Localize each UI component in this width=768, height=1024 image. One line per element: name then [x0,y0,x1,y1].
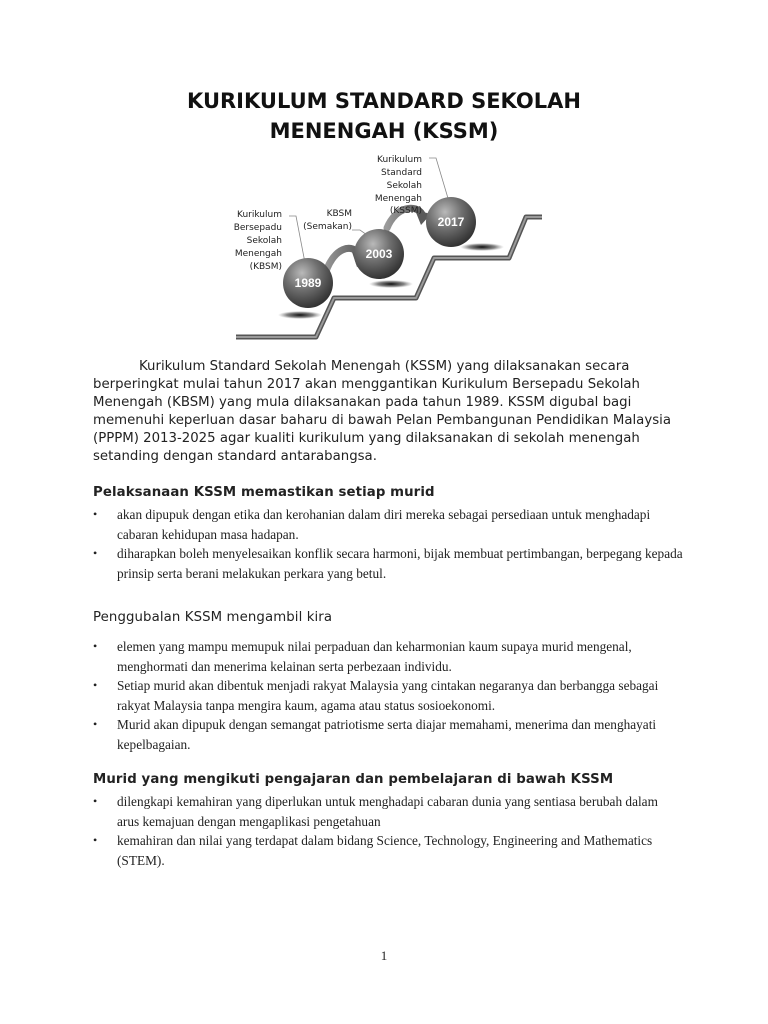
label-line: Sekolah [246,236,282,246]
list-item-text: Murid akan dipupuk dengan semangat patriotisme serta diajar memahami, menerima dan menghayati kepelbagaian. [117,717,657,752]
bullet-icon: • [93,678,98,692]
list-item-text: akan dipupuk dengan etika dan kerohanian dalam diri mereka sebagai persediaan untuk menghadapi cabaran kehidupan masa hadapan. [117,507,651,542]
label-kbsm-semakan [303,209,352,232]
bullet-icon: • [93,833,98,847]
bullet-icon: • [93,507,98,521]
bullet-list-penggubalan [93,637,683,754]
bullet-icon: • [93,546,98,560]
title-line-1: KURIKULUM STANDARD SEKOLAH [187,89,581,113]
year-ball-1989 [283,258,333,308]
list-item-text: elemen yang mampu memupuk nilai perpaduan dan keharmonian kaum supaya murid mengenal, menghormati dan menerima kelainan serta perbezaan individu. [117,639,632,674]
label-line: Kurikulum [377,155,422,165]
year-ball-2017 [426,197,476,247]
label-line: Standard [381,168,422,178]
section-heading-murid: Murid yang mengikuti pengajaran dan pembelajaran di bawah KSSM [93,772,614,787]
label-kssm [375,155,422,216]
shadow-1989 [278,311,322,319]
shadow-2017 [460,243,504,251]
list-item [93,544,683,583]
label-kbsm [234,210,282,272]
year-ball-2003 [354,229,404,279]
label-line: (Semakan) [303,222,352,232]
list-item [93,831,683,870]
section-heading-pelaksanaan: Pelaksanaan KSSM memastikan setiap murid [93,485,435,500]
label-line: KBSM [326,209,352,219]
label-line: Bersepadu [233,223,282,233]
list-item-text: dilengkapi kemahiran yang diperlukan untuk menghadapi cabaran dunia yang sentiasa berubah dalam arus kemajuan dengan mengaplikasi pengetahuan [117,794,658,829]
kssm-timeline-diagram [224,150,544,345]
bullet-icon: • [93,717,98,731]
label-line: Menengah [374,194,422,204]
year-label: 2003 [365,247,393,261]
list-item-text: Setiap murid akan dibentuk menjadi rakyat Malaysia yang cintakan negaranya dan berbangga sebagai rakyat Malaysia tanpa mengira kaum, agama atau status sosioekonomi. [117,678,659,713]
year-label: 1989 [294,276,322,290]
label-line: Menengah [234,249,282,259]
bullet-list-pelaksanaan [93,505,683,583]
label-line: Kurikulum [237,210,282,220]
list-item [93,637,683,676]
intro-text: Kurikulum Standard Sekolah Menengah (KSSM) yang dilaksanakan secara berperingkat mulai tahun 2017 akan menggantikan Kurikulum Bersepadu Sekolah Menengah (KBSM) yang mula dilaksanakan pada tahun 1989. KSSM digubal bagi memenuhi keperluan dasar baharu di bawah Pelan Pembangunan Pendidikan Malaysia (PPPM) 2013-2025 agar kualiti kurikulum yang dilaksanakan di sekolah menengah setanding dengan standard antarabangsa. [93,359,671,464]
bullet-icon: • [93,639,98,653]
year-label: 2017 [437,215,465,229]
intro-paragraph [93,358,683,466]
list-item-text: kemahiran dan nilai yang terdapat dalam bidang Science, Technology, Engineering and Mathematics (STEM). [117,833,653,868]
list-item [93,676,683,715]
list-item-text: diharapkan boleh menyelesaikan konflik secara harmoni, bijak membuat pertimbangan, berpegang kepada prinsip serta berani melakukan perkara yang betul. [117,546,683,581]
label-line: Sekolah [386,181,422,191]
section-heading-penggubalan: Penggubalan KSSM mengambil kira [93,610,333,625]
list-item [93,792,683,831]
page-title [100,86,668,146]
label-line: (KBSM) [249,262,282,272]
shadow-2003 [369,280,413,288]
title-line-2: MENENGAH (KSSM) [269,119,499,143]
list-item [93,505,683,544]
list-item [93,715,683,754]
bullet-icon: • [93,794,98,808]
label-line: (KSSM) [389,206,422,216]
bullet-list-murid [93,792,683,870]
page-number: 1 [380,948,388,963]
